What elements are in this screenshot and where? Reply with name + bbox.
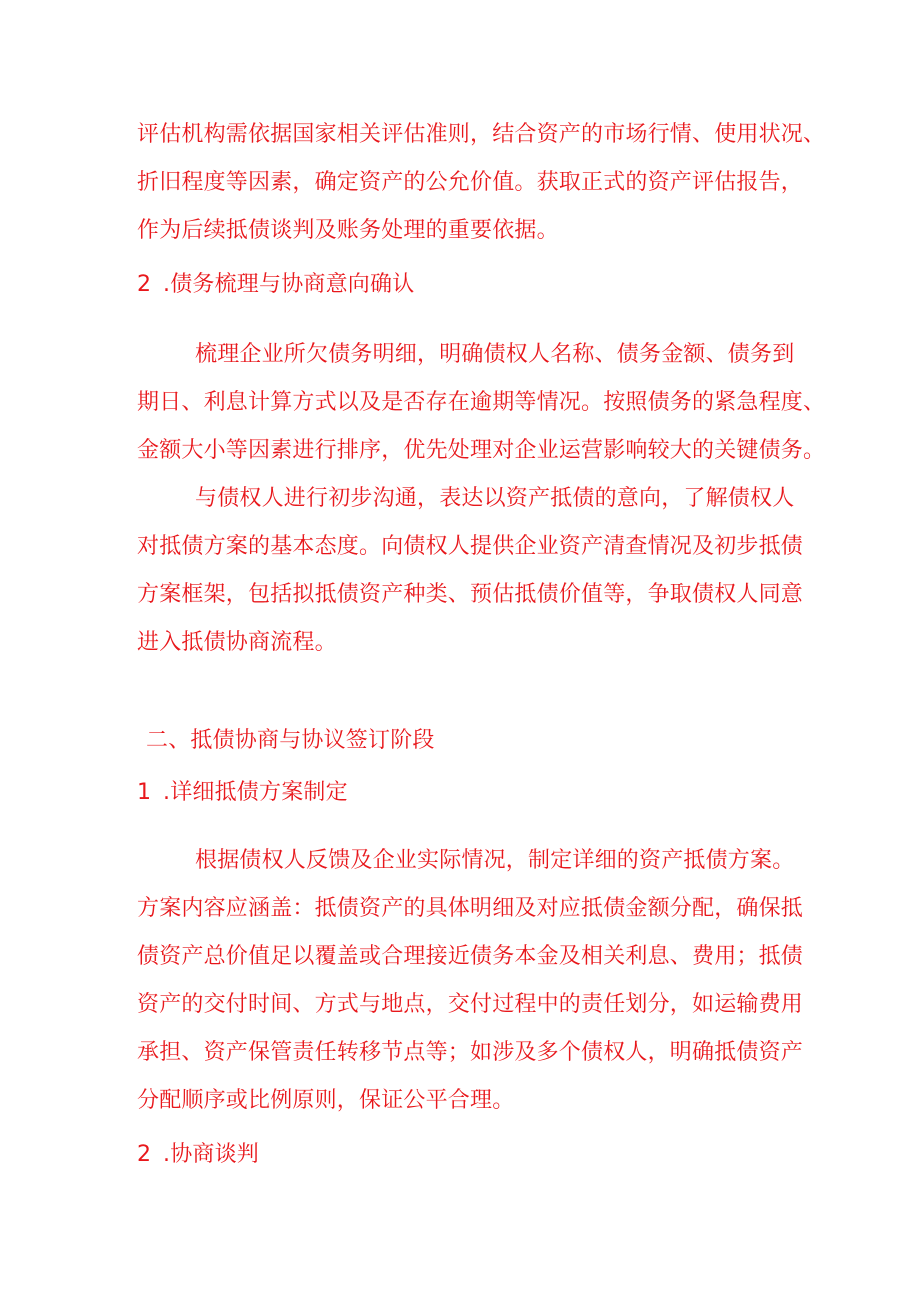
paragraph-line: 与债权人进行初步沟通，表达以资产抵债的意向，了解债权人 [195,486,795,511]
paragraph-line: 根据债权人反馈及企业实际情况，制定详细的资产抵债方案。 [195,848,795,873]
section-heading [137,270,414,300]
paragraph-line: 资产的交付时间、方式与地点，交付过程中的责任划分，如运输费用 [137,992,804,1017]
paragraph-line: 梳理企业所欠债务明细，明确债权人名称、债务金额、债务到 [195,342,795,367]
heading-number: 2 [137,272,152,297]
paragraph-line: 期日、利息计算方式以及是否存在逾期等情况。按照债务的紧急程度、 [137,390,826,415]
paragraph-line: 评估机构需依据国家相关评估准则，结合资产的市场行情、使用状况、 [137,122,826,147]
heading-number: 2 [137,1142,152,1167]
section-title: 二、抵债协商与协议签订阶段 [146,728,435,753]
paragraph-line: 对抵债方案的基本态度。向债权人提供企业资产清查情况及初步抵债 [137,534,804,559]
paragraph-line: 承担、资产保管责任转移节点等；如涉及多个债权人，明确抵债资产 [137,1040,804,1065]
paragraph-line: 折旧程度等因素，确定资产的公允价值。获取正式的资产评估报告， [137,170,804,195]
paragraph-line: 进入抵债协商流程。 [137,630,337,655]
section-heading [137,1140,259,1170]
paragraph-line: 方案框架，包括拟抵债资产种类、预估抵债价值等，争取债权人同意 [137,582,804,607]
paragraph-line: 分配顺序或比例原则，保证公平合理。 [137,1088,515,1113]
heading-number: 1 [137,780,152,805]
paragraph-line: 债资产总价值足以覆盖或合理接近债务本金及相关利息、费用；抵债 [137,944,804,969]
paragraph-line: 方案内容应涵盖：抵债资产的具体明细及对应抵债金额分配，确保抵 [137,896,804,921]
heading-title: .债务梳理与协商意向确认 [163,272,415,297]
paragraph-line: 金额大小等因素进行排序，优先处理对企业运营影响较大的关键债务。 [137,438,826,463]
heading-title: .协商谈判 [163,1142,259,1167]
heading-title: .详细抵债方案制定 [163,780,348,805]
section-heading [137,778,348,808]
paragraph-line: 作为后续抵债谈判及账务处理的重要依据。 [137,218,559,243]
